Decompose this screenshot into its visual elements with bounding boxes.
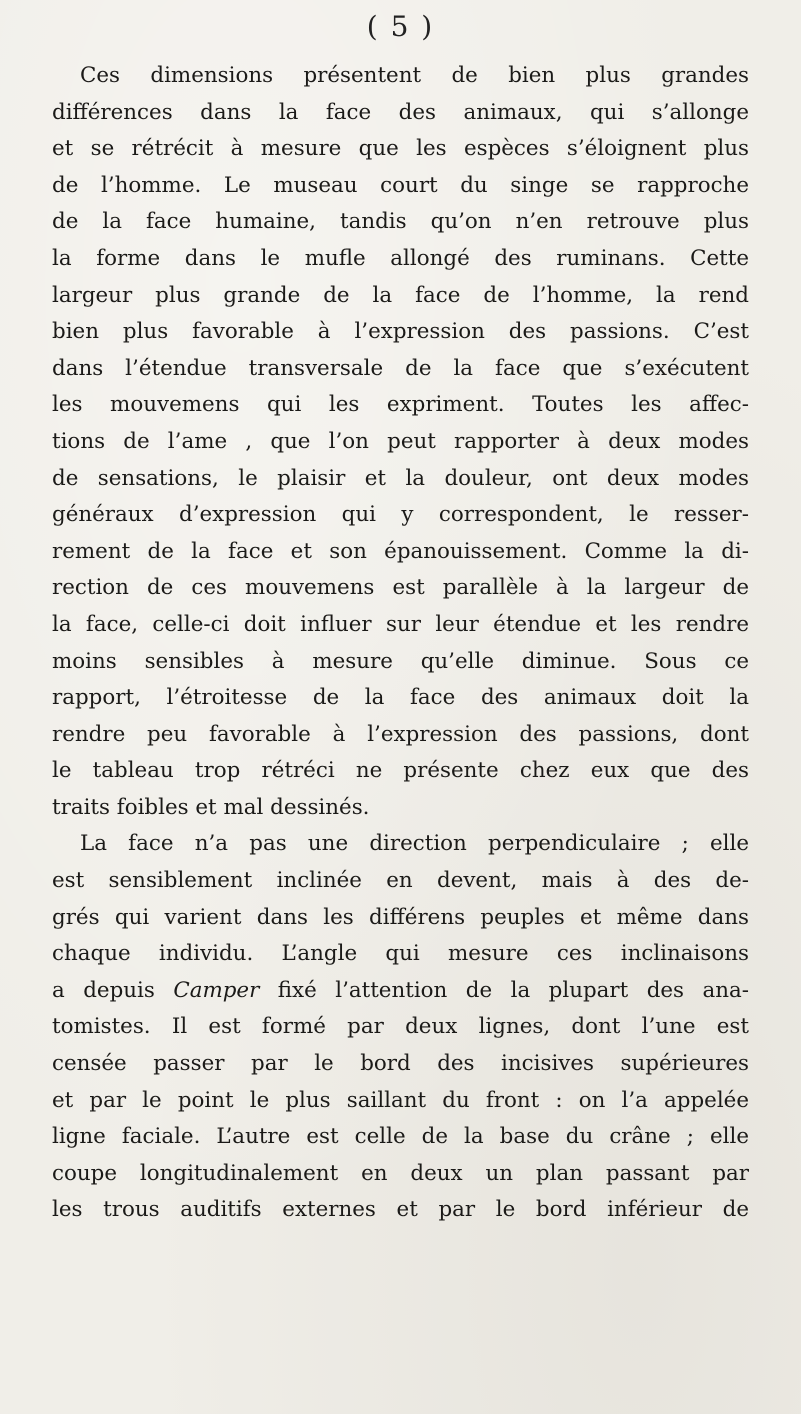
text-line: tions de l’ame , que l’on peut rapporter à deux modes (52, 428, 749, 454)
text-line: chaque individu. L’angle qui mesure ces inclinaisons (52, 941, 749, 967)
text-line: est sensiblement inclinée en devent, mais à des de- (52, 868, 749, 894)
text-line: rendre peu favorable à l’expression des passions, dont (52, 721, 749, 747)
text-line: les trous auditifs externes et par le bord inférieur de (52, 1197, 749, 1223)
text-line: moins sensibles à mesure qu’elle diminue. Sous ce (52, 648, 749, 674)
text-line: de l’homme. Le museau court du singe se rapproche (52, 172, 749, 198)
text-line: de la face humaine, tandis qu’on n’en retrouve plus (52, 209, 749, 235)
text-line: Ces dimensions présentent de bien plus grandes (80, 63, 749, 88)
text-line: les mouvemens qui les expriment. Toutes les affec- (52, 392, 749, 418)
text-line: la forme dans le mufle allongé des ruminans. Cette (52, 245, 749, 271)
text-line: différences dans la face des animaux, qui s’allonge (52, 99, 749, 125)
body-text (52, 58, 749, 1229)
text-line: La face n’a pas une direction perpendiculaire ; elle (80, 831, 749, 857)
text-line: bien plus favorable à l’expression des passions. C’est (52, 319, 749, 345)
text-line: traits foibles et mal dessinés. (52, 794, 370, 820)
text-line: censée passer par le bord des incisives supérieures (52, 1051, 749, 1077)
text-line: généraux d’expression qui y correspondent, le resser- (52, 502, 749, 528)
text-line: le tableau trop rétréci ne présente chez eux que des (52, 758, 749, 784)
text-line: rection de ces mouvemens est parallèle à la largeur de (52, 575, 749, 601)
text-line: coupe longitudinalement en deux un plan passant par (52, 1160, 749, 1186)
text-line: dans l’étendue transversale de la face que s’exécutent (52, 355, 749, 381)
text-segment: a depuis (52, 977, 174, 1003)
text-line: de sensations, le plaisir et la douleur, ont deux modes (52, 465, 749, 491)
text-line: grés qui varient dans les différens peuples et même dans (52, 904, 749, 930)
page-number: ( 5 ) (366, 10, 435, 43)
text-line: rapport, l’étroitesse de la face des animaux doit la (52, 685, 749, 711)
text-line (52, 973, 749, 1010)
italic-name: Camper (173, 977, 260, 1003)
text-segment: fixé l’attention de la plupart des ana- (259, 977, 749, 1003)
text-line: tomistes. Il est formé par deux lignes, dont l’une est (52, 1014, 749, 1040)
text-line: et par le point le plus saillant du front : on l’a appelée (52, 1087, 749, 1113)
text-line: rement de la face et son épanouissement. Comme la di- (52, 538, 749, 564)
text-line: largeur plus grande de la face de l’homme, la rend (52, 282, 749, 308)
text-line: ligne faciale. L’autre est celle de la base du crâne ; elle (52, 1124, 749, 1150)
text-line: et se rétrécit à mesure que les espèces s’éloignent plus (52, 136, 749, 162)
text-line: la face, celle-ci doit influer sur leur étendue et les rendre (52, 611, 749, 637)
